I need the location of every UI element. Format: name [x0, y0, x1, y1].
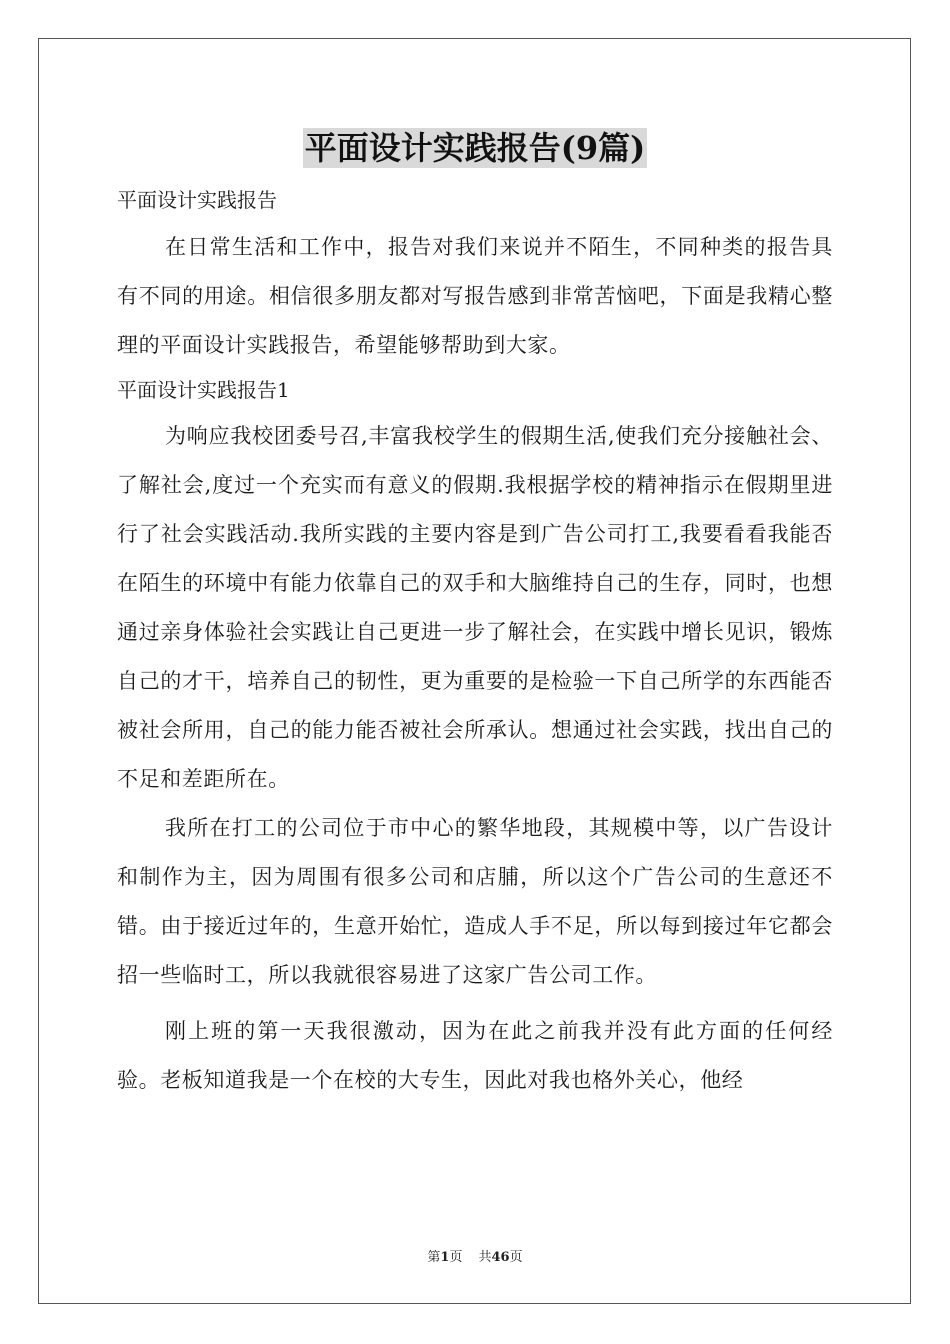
section-1-paragraph-3: 刚上班的第一天我很激动，因为在此之前我并没有此方面的任何经验。老板知道我是一个在校的大专生，因此对我也格外关心，他经 [117, 1019, 833, 1092]
section-1-paragraph-1: 为响应我校团委号召,丰富我校学生的假期生活,使我们充分接触社会、了解社会,度过一个充实而有意义的假期.我根据学校的精神指示在假期里进行了社会实践活动.我所实践的主要内容是到广告公司打工,我要看看我能否在陌生的环境中有能力依靠自己的双手和大脑维持自己的生存，同时，也想通过亲身体验社会实践让自己更进一步了解社会，在实践中增长见识，锻炼自己的才干，培养自己的韧性，更为重要的是检验一下自己所学的东西能否被社会所用，自己的能力能否被社会所承认。想通过社会实践，找出自己的不足和差距所在。 [117, 424, 833, 791]
title-container [0, 128, 950, 168]
page-footer [0, 1246, 950, 1265]
document-body [117, 178, 833, 1105]
intro-paragraph: 在日常生活和工作中，报告对我们来说并不陌生，不同种类的报告具有不同的用途。相信很多朋友都对写报告感到非常苦恼吧，下面是我精心整理的平面设计实践报告，希望能够帮助到大家。 [117, 235, 833, 357]
section-1-heading: 平面设计实践报告1 [117, 378, 290, 402]
total-suffix: 页 [509, 1250, 523, 1265]
document-title: 平面设计实践报告(9篇) [304, 129, 646, 167]
total-prefix: 共 [478, 1250, 492, 1265]
total-pages: 46 [491, 1250, 510, 1265]
page-prefix: 第 [427, 1250, 441, 1265]
page-number: 1 [440, 1250, 450, 1265]
section-1-paragraph-2: 我所在打工的公司位于市中心的繁华地段，其规模中等，以广告设计和制作为主，因为周围有很多公司和店脯，所以这个广告公司的生意还不错。由于接近过年的，生意开始忙，造成人手不足，所以每到接过年它都会招一些临时工，所以我就很容易进了这家广告公司工作。 [117, 816, 833, 987]
intro-heading: 平面设计实践报告 [117, 188, 277, 212]
page-suffix: 页 [449, 1250, 463, 1265]
